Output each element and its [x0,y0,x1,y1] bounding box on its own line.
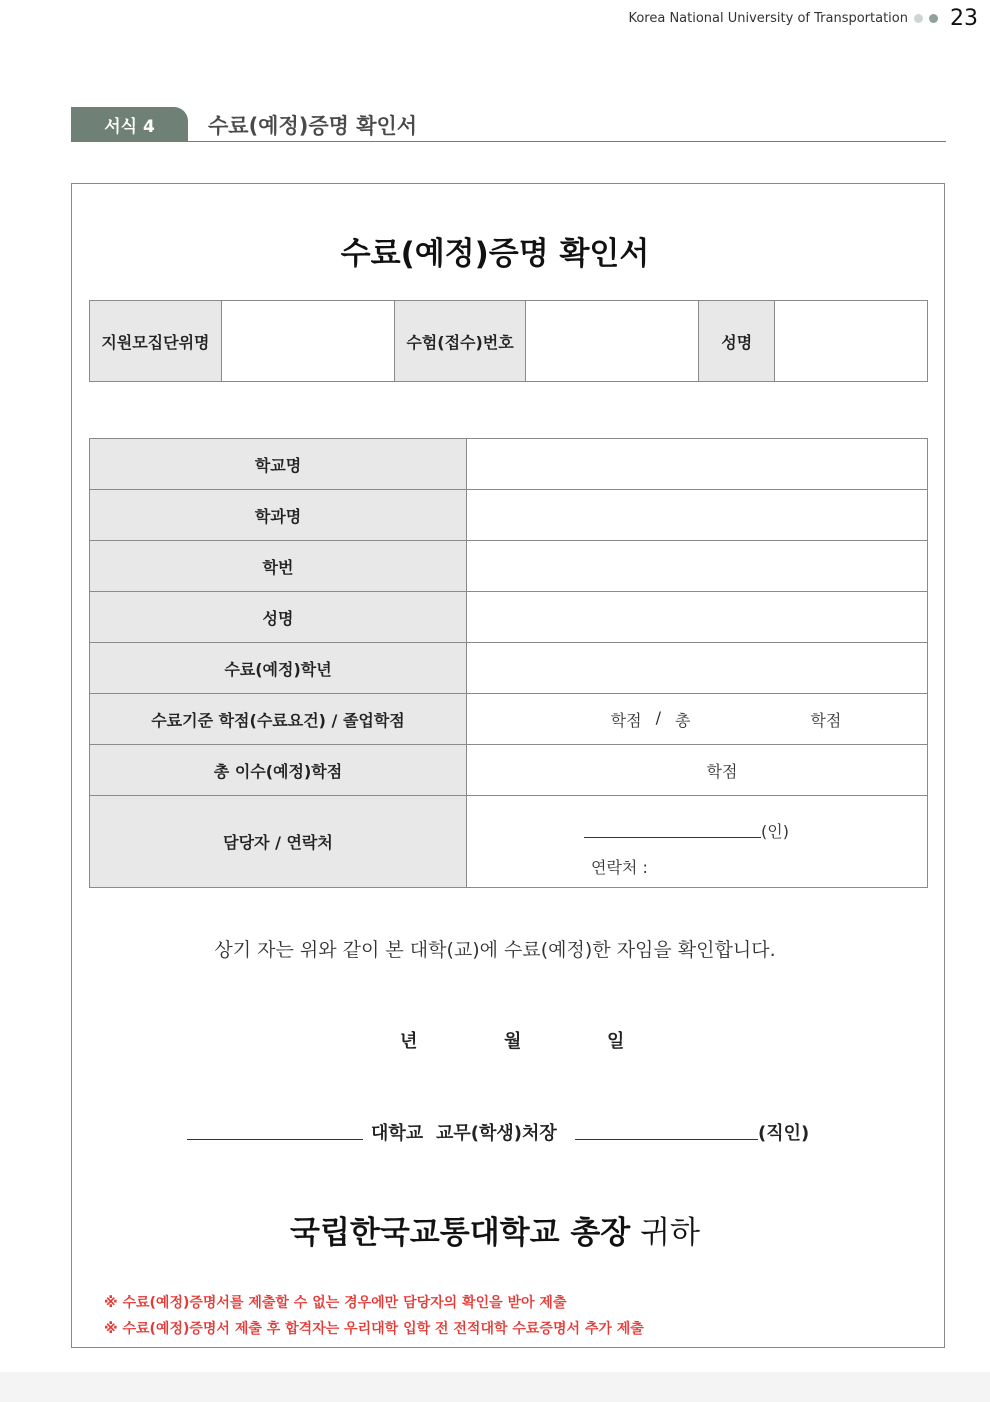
official-signature-line[interactable] [575,1139,758,1140]
total-credit-label: 총 이수(예정)학점 [90,745,467,796]
unit-field[interactable] [221,301,394,382]
total-credit-field[interactable] [467,745,928,796]
table-row [90,694,928,745]
credit-requirement-label: 수료기준 학점(수료요건) / 졸업학점 [90,694,467,745]
unit-label: 지원모집단위명 [90,301,222,382]
note-1: ※ 수료(예정)증명서를 제출할 수 없는 경우에만 담당자의 확인을 받아 제출 [104,1295,567,1311]
credit-unit-1: 학점 [610,710,642,730]
addressee-rest: 귀하 [640,1215,700,1251]
completion-year-field[interactable] [467,643,928,694]
page-header [628,6,978,31]
total-credit-unit: 학점 [706,761,738,781]
credit-separator: / [655,707,661,727]
total-credit-values [467,759,927,782]
date-year: 년 [400,1031,418,1052]
credit-unit-2: 학점 [810,710,842,730]
manager-box [467,796,927,887]
table-row [90,541,928,592]
exam-number-label: 수험(접수)번호 [394,301,526,382]
applicant-name-field[interactable] [775,301,928,382]
manager-contact-field[interactable] [467,796,928,888]
applicant-name-label: 성명 [699,301,775,382]
credit-requirement-field[interactable] [467,694,928,745]
credit-total-word: 총 [674,710,691,730]
student-name-label: 성명 [90,592,467,643]
credit-requirement-values [467,708,927,731]
official-office-title: 교무(학생)처장 [436,1123,557,1144]
addressee [0,1207,990,1252]
table-row [90,592,928,643]
school-name-label: 학교명 [90,439,467,490]
official-university-word: 대학교 [371,1123,424,1144]
confirmation-statement: 상기 자는 위와 같이 본 대학(교)에 수료(예정)한 자임을 확인합니다. [214,939,776,961]
student-id-label: 학번 [90,541,467,592]
official-seal-mark: (직인) [758,1123,810,1144]
applicant-table [89,300,928,382]
table-row [90,439,928,490]
department-field[interactable] [467,490,928,541]
school-info-table [89,438,928,888]
table-row [90,643,928,694]
table-row [90,745,928,796]
date-day: 일 [607,1031,625,1052]
table-row [90,490,928,541]
form-heading: 수료(예정)증명 확인서 [208,114,418,138]
completion-year-label: 수료(예정)학년 [90,643,467,694]
heading-divider [71,141,946,142]
university-name: Korea National University of Transportation [628,11,908,26]
contact-label: 연락처 : [591,858,648,877]
manager-contact-label: 담당자 / 연락처 [90,796,467,888]
decor-dot-light [914,14,923,23]
table-row [90,796,928,888]
addressee-bold: 국립한국교통대학교 총장 [290,1215,631,1251]
form-number-tag: 서식 4 [71,107,188,141]
student-name-field[interactable] [467,592,928,643]
page-number: 23 [950,6,978,31]
student-id-field[interactable] [467,541,928,592]
document-title: 수료(예정)증명 확인서 [340,236,650,272]
exam-number-field[interactable] [526,301,699,382]
school-name-field[interactable] [467,439,928,490]
department-label: 학과명 [90,490,467,541]
university-name-line[interactable] [187,1139,363,1140]
seal-mark: (인) [761,822,789,841]
date-month: 월 [504,1031,522,1052]
decor-dot-dark [929,14,938,23]
signature-line [584,837,761,838]
page-bottom-shade [0,1372,990,1402]
note-2: ※ 수료(예정)증명서 제출 후 합격자는 우리대학 입학 전 전적대학 수료증명서 추가 제출 [104,1321,644,1337]
